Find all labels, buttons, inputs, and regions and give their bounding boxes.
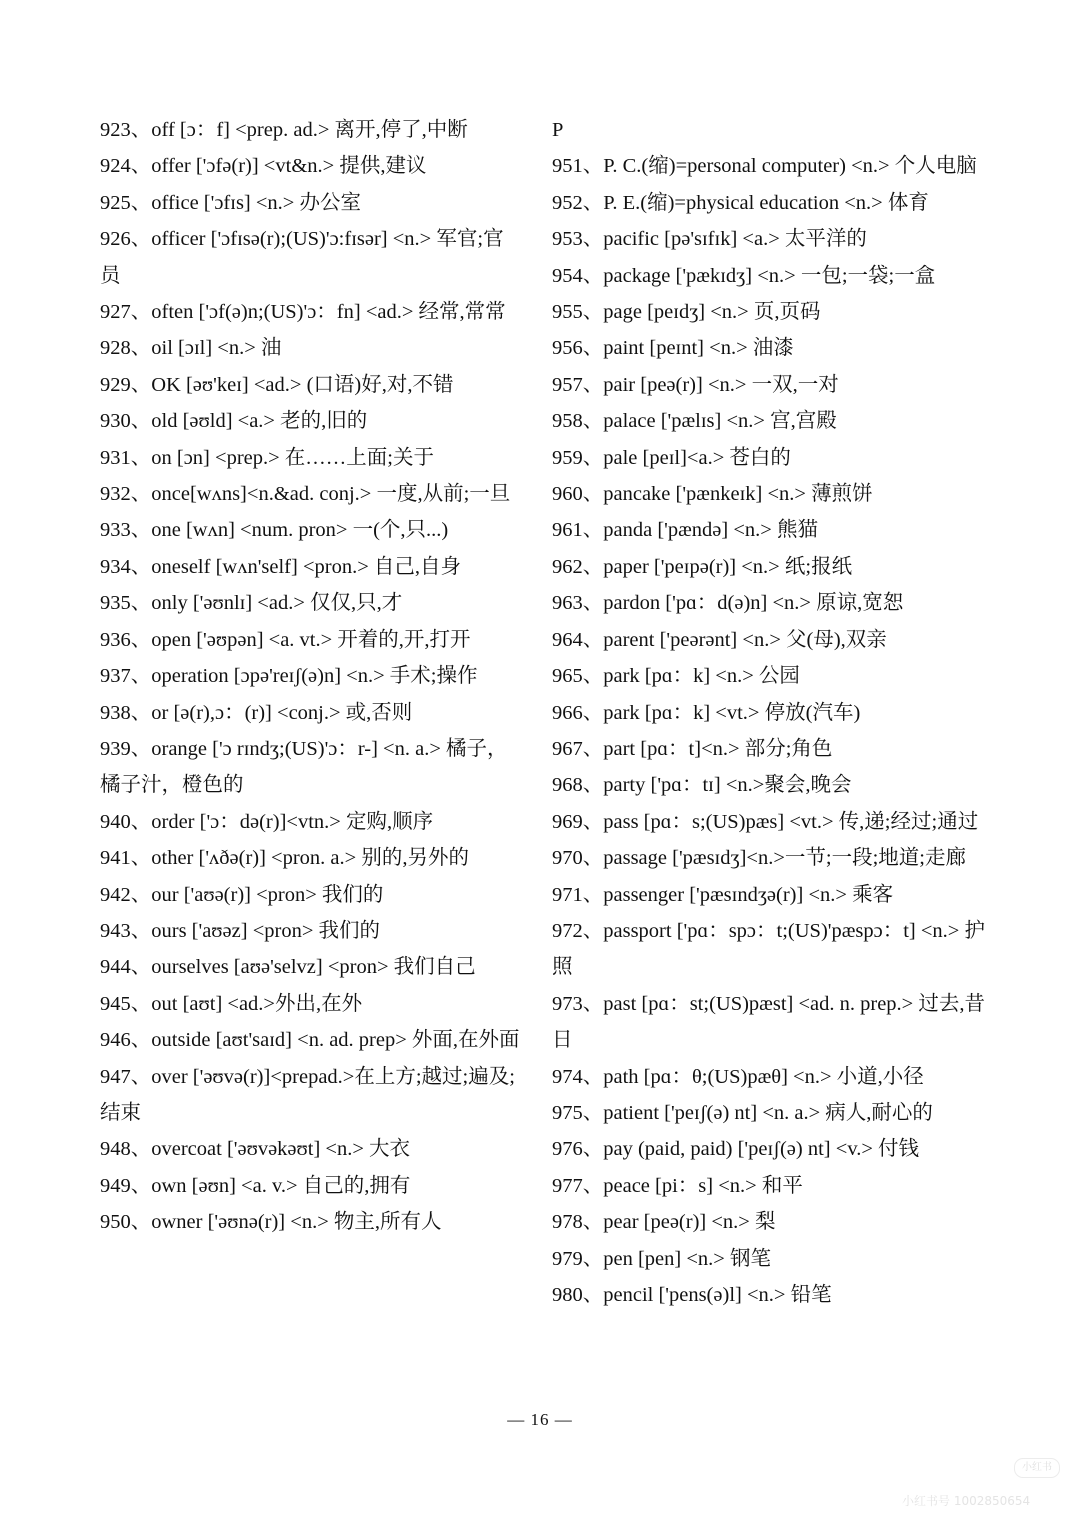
vocab-entry: 964、parent ['peərənt] <n.> 父(母),双亲: [552, 628, 887, 651]
vocab-entry: 945、out [aʊt] <ad.>外出,在外: [100, 992, 363, 1015]
vocab-entry: 933、one [wʌn] <num. pron> 一(个,只...): [100, 519, 449, 542]
vocab-entry: 949、own [əʊn] <a. v.> 自己的,拥有: [100, 1174, 411, 1197]
vocab-entry: 955、page [peɪdʒ] <n.> 页,页码: [552, 301, 821, 324]
vocab-entry: 936、open ['əʊpən] <a. vt.> 开着的,开,打开: [100, 628, 471, 651]
page-number: — 16 —: [507, 1410, 573, 1429]
vocab-entry: 923、off [ɔ：f] <prep. ad.> 离开,停了,中断: [100, 119, 468, 141]
right-column: [552, 112, 992, 1313]
vocab-entry: 980、pencil ['pens(ə)l] <n.> 铅笔: [552, 1284, 832, 1306]
vocab-entry: 952、P. E.(缩)=physical education <n.> 体育: [552, 191, 929, 214]
vocab-entry: 953、pacific [pə'sɪfɪk] <a.> 太平洋的: [552, 228, 867, 251]
vocab-entry: 926、officer ['ɔfɪsə(r);(US)'ɔ:fɪsər] <n.> 军官;官员: [100, 228, 504, 287]
vocab-entry: 971、passenger ['pæsɪndʒə(r)] <n.> 乘客: [552, 883, 894, 906]
vocab-entry: 943、ours ['aʊəz] <pron> 我们的: [100, 919, 381, 942]
vocab-entry: 947、over ['əʊvə(r)]<prepad.>在上方;越过;遍及;结束: [100, 1065, 515, 1124]
vocab-entry: 961、panda ['pændə] <n.> 熊猫: [552, 519, 818, 542]
vocab-entry: 951、P. C.(缩)=personal computer) <n.> 个人电脑: [552, 155, 977, 178]
vocab-entry: 975、patient ['peɪʃ(ə) nt] <n. a.> 病人,耐心的: [552, 1101, 933, 1124]
vocab-entry: 968、party ['pɑ：tɪ] <n.>聚会,晚会: [552, 774, 852, 797]
watermark-logo: 小红书: [1014, 1458, 1060, 1478]
vocab-entry: 965、park [pɑ：k] <n.> 公园: [552, 665, 800, 688]
vocab-entry: 935、only ['əʊnlɪ] <ad.> 仅仅,只,才: [100, 592, 403, 615]
vocab-entry: 928、oil [ɔɪl] <n.> 油: [100, 337, 282, 360]
vocab-entry: 978、pear [peə(r)] <n.> 梨: [552, 1211, 776, 1234]
watermark-text: 小红书号 1002850654: [902, 1494, 1031, 1508]
vocab-entry: 969、pass [pɑ：s;(US)pæs] <vt.> 传,递;经过;通过: [552, 810, 979, 833]
vocab-entry: 962、paper ['peɪpə(r)] <n.> 纸;报纸: [552, 555, 853, 578]
left-column: [100, 112, 520, 1241]
vocab-entry: 967、part [pɑ：t]<n.> 部分;角色: [552, 737, 833, 760]
vocab-entry: 932、once[wʌns]<n.&ad. conj.> 一度,从前;一旦: [100, 483, 511, 506]
vocab-entry: 954、package ['pækɪdʒ] <n.> 一包;一袋;一盒: [552, 264, 936, 287]
watermark: [902, 1458, 1062, 1509]
vocab-entry: 929、OK [əʊ'keɪ] <ad.> (口语)好,对,不错: [100, 373, 454, 396]
vocab-entry: 959、pale [peɪl]<a.> 苍白的: [552, 446, 791, 469]
vocab-entry: 942、our ['aʊə(r)] <pron> 我们的: [100, 883, 384, 906]
vocab-entry: 931、on [ɔn] <prep.> 在……上面;关于: [100, 446, 434, 469]
vocab-entry: 944、ourselves [aʊə'selvz] <pron> 我们自己: [100, 956, 476, 979]
vocab-entry: 974、path [pɑ：θ;(US)pæθ] <n.> 小道,小径: [552, 1065, 924, 1088]
vocab-entry: 925、office ['ɔfɪs] <n.> 办公室: [100, 191, 361, 214]
vocab-entry: 979、pen [pen] <n.> 钢笔: [552, 1247, 771, 1270]
vocab-entry: 924、offer ['ɔfə(r)] <vt&n.> 提供,建议: [100, 155, 427, 178]
vocab-entry: 970、passage ['pæsɪdʒ]<n.>一节;一段;地道;走廊: [552, 847, 967, 870]
vocab-entry: 939、orange ['ɔ rɪndʒ;(US)'ɔ：r-] <n. a.> 橘子，橘子汁，橙色的: [100, 737, 508, 797]
vocab-entry: 963、pardon ['pɑ：d(ə)n] <n.> 原谅,宽恕: [552, 592, 904, 615]
vocab-entry: 966、park [pɑ：k] <vt.> 停放(汽车): [552, 701, 861, 724]
vocab-entry: 976、pay (paid, paid) ['peɪʃ(ə) nt] <v.> 付钱: [552, 1138, 920, 1161]
vocab-entry: 960、pancake ['pænkeɪk] <n.> 薄煎饼: [552, 483, 873, 506]
section-letter: P: [552, 119, 564, 141]
vocab-entry: 957、pair [peə(r)] <n.> 一双,一对: [552, 373, 839, 396]
vocab-entry: 941、other ['ʌðə(r)] <pron. a.> 别的,另外的: [100, 847, 469, 870]
vocab-entry: 948、overcoat ['əʊvəkəʊt] <n.> 大衣: [100, 1138, 411, 1161]
vocab-entry: 937、operation [ɔpə'reɪʃ(ə)n] <n.> 手术;操作: [100, 665, 478, 688]
vocab-entry: 930、old [əʊld] <a.> 老的,旧的: [100, 410, 368, 433]
vocab-entry: 946、outside [aʊt'saɪd] <n. ad. prep> 外面,在外面: [100, 1029, 520, 1052]
vocab-entry: 938、or [ə(r),ɔ：(r)] <conj.> 或,否则: [100, 701, 413, 724]
vocab-entry: 973、past [pɑ：st;(US)pæst] <ad. n. prep.> 过去,昔日: [552, 992, 985, 1052]
vocab-entry: 956、paint [peɪnt] <n.> 油漆: [552, 337, 794, 360]
vocab-entry: 972、passport ['pɑ：spɔ：t;(US)'pæspɔ：t] <n.> 护照: [552, 919, 985, 979]
vocab-entry: 958、palace ['pælɪs] <n.> 宫,宫殿: [552, 410, 837, 433]
vocab-entry: 977、peace [pi：s] <n.> 和平: [552, 1174, 803, 1197]
vocab-entry: 950、owner ['əʊnə(r)] <n.> 物主,所有人: [100, 1211, 442, 1234]
vocab-entry: 927、often ['ɔf(ə)n;(US)'ɔ：fn] <ad.> 经常,常常: [100, 301, 506, 324]
vocab-entry: 934、oneself [wʌn'self] <pron.> 自己,自身: [100, 555, 462, 578]
vocab-entry: 940、order ['ɔ：də(r)]<vtn.> 定购,顺序: [100, 810, 434, 833]
